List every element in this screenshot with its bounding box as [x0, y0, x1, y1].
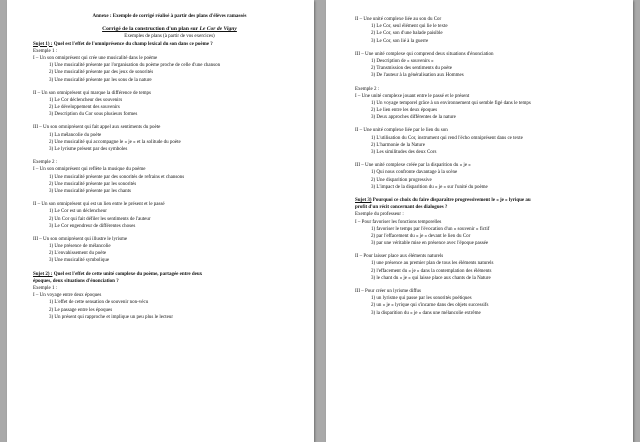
plan-subpart: 3) Description du Cor sous plusieurs formes	[49, 112, 138, 118]
plan-subpart: 2) Le Cor, son d'une balade paisible	[371, 31, 443, 37]
subject-1	[33, 41, 306, 48]
plan-subpart: 3) Un présent qui rapproche et implique un peu plus le lecteur	[49, 314, 173, 320]
plan-subpart: 2) l'effacement du « je » dans la contemplation des éléments	[371, 268, 492, 274]
plan-subpart: 1) un lyrisme qui passe par les sonorités poétiques	[371, 296, 472, 302]
plan-subpart: 1) Qui nous confronte davantage à la scène	[371, 170, 458, 176]
plan-subpart: 3) Une musicalité symbolique	[49, 258, 110, 264]
plan-part: II – Pour laisser place aux éléments naturels	[355, 254, 444, 260]
plan-subpart: 3) Une musicalité présente par les chants	[49, 188, 131, 194]
plan-part: III – Une unité complexe qui comprend deux situations d'énonciation	[355, 51, 494, 57]
plan-subpart: 2) Une musicalité présente par des jeux de sonorités	[49, 70, 154, 76]
plan-subpart: 1) La mélancolie du poète	[49, 132, 102, 138]
title-work: Le Cor de Vigny	[199, 26, 237, 33]
example-label: Exemple du professeur :	[355, 212, 404, 218]
left-page-content	[33, 13, 306, 321]
title-text: Corrigé de la construction d'un plan sur	[102, 26, 200, 33]
subject-2-continued: époques, deux situations d'énonciation ?	[33, 278, 119, 284]
plan-part: I – Une unité complexe jouant entre le passé et le présent	[355, 93, 470, 99]
example-label: Exemple 1 :	[33, 286, 58, 291]
plan-part: III – Une unité complexe créée par la disparition du « je »	[355, 163, 471, 169]
plan-subpart: 3) Une musicalité présente par les sons de la nature	[49, 77, 152, 83]
plan-part: I – Pour favoriser les fonctions temporelles	[355, 219, 442, 225]
plan-subpart: 1) Une présence de mélancolie	[49, 244, 111, 250]
plan-subpart: 1) une présence au premier plan de tous les éléments naturels	[371, 261, 494, 267]
plan-part: II – Une unité complexe liée au son du Cor	[355, 17, 442, 22]
plan-subpart: 2) Le lien entre les deux époques	[371, 108, 438, 114]
plan-subpart: 3) par une véritable mise en présence avec l'époque passée	[371, 241, 489, 247]
plan-subpart: 2) Le développement des souvenirs	[49, 105, 120, 111]
example-label: Exemple 1 :	[33, 48, 58, 54]
subject-3-continued: profit d'un récit concernant des dialogues ?	[355, 205, 448, 211]
plan-part: III – Un son omniprésent qui fait appel aux sentiments du poète	[33, 125, 161, 131]
plan-subpart: 2) Le passage entre les époques	[49, 307, 113, 313]
plan-part: I – Un voyage entre deux époques	[33, 293, 102, 299]
plan-part: I – Un son omniprésent qui crée une musicalité dans le poème	[33, 55, 158, 61]
plan-subpart: 1) Un voyage temporel grâce à un environnement qui semble figé dans le temps	[371, 100, 531, 106]
plan-part: II – Une unité complexe liée par le lien du son	[355, 128, 448, 134]
subject-2-label: Sujet 2) :	[33, 271, 53, 277]
plan-subpart: 1) favoriser le temps par l'évocation d'un « souvenir » fictif	[371, 226, 490, 232]
plan-subpart: 2) Une musicalité qui accompagne le « je » et la solitude du poète	[49, 139, 181, 145]
plan-subpart: 3) Le Cor, son lié à la guerre	[371, 38, 429, 44]
plan-subpart: 2) L'envahissement du poète	[49, 251, 107, 257]
example-label: Exemple 2 :	[355, 86, 380, 92]
right-page	[326, 0, 633, 442]
plan-subpart: 2) Transmission des sentiments du poète	[371, 66, 452, 72]
left-page	[7, 0, 314, 442]
plan-subpart: 3) Le lyrisme présent par des symboles	[49, 147, 128, 152]
annex-heading: Annexe : Exemple de corrigé réalisé à partir des plans d'élèves ramassés	[92, 14, 247, 19]
subject-2-question: Quel est l'effet de cette unité complexe du poème, partagée entre deux	[52, 271, 203, 277]
subject-1-label: Sujet 1) :	[33, 41, 53, 47]
plan-subpart: 3) Le Cor engendreur de différentes choses	[49, 223, 136, 229]
plan-subpart: 2) Une disparition progressive	[371, 177, 432, 183]
right-page-content	[355, 16, 627, 317]
plan-part: I – Un son omniprésent qui reflète la musique du poème	[33, 167, 146, 173]
plan-subpart: 3) la disparition du « je » dans une mélancolie extrême	[371, 310, 481, 316]
plan-subpart: 1) Description de « souvenirs »	[371, 58, 434, 64]
subject-3	[355, 197, 627, 204]
subject-3-label: Sujet 3)	[355, 197, 372, 203]
plan-subpart: 1) Le Cor, seul élément qui lie le texte	[371, 24, 448, 30]
plan-subpart: 1) Une musicalité présente par des sonorités de refrains et chansons	[49, 174, 185, 180]
plan-subpart: 3) L'impact de la disparition du « je » sur l'unité du poème	[371, 184, 488, 190]
plan-subpart: 1) L'effet de cette sensation de souvenir non-vécu	[49, 300, 149, 306]
plan-subpart: 1) Le Cor est un déclencheur	[49, 209, 107, 215]
plan-subpart: 3) le chant du « je » qui laisse place aux chants de la Nature	[371, 275, 491, 281]
subject-3-question: Pourquoi ce choix du faire disparaître progressivement le « je » lyrique au	[371, 197, 531, 203]
plan-subpart: 2) Une musicalité présente par les sonorités	[49, 181, 137, 187]
plan-part: III – Un son omniprésent qui illustre le lyrisme	[33, 236, 128, 242]
plan-part: II – Un son omniprésent qui marque la différence de temps	[33, 90, 151, 96]
plan-subpart: 2) L'harmonie de la Nature	[371, 142, 425, 148]
example-label: Exemple 2 :	[33, 160, 58, 166]
plan-subpart: 3) Deux approches différentes de la nature	[371, 115, 456, 121]
subject-2	[33, 271, 306, 278]
plan-subpart: 1) Une musicalité présente par l'organisation du poème proche de celle d'une chanson	[49, 63, 221, 69]
plan-subpart: 1) Le Cor déclencheur des souvenirs	[49, 97, 123, 103]
document-title	[33, 26, 306, 33]
document-subtitle: Exemples de plans (à partir de vos exercices)	[124, 34, 215, 40]
plan-subpart: 2) par l'effacement du « je » devant le lien du Cor	[371, 233, 471, 239]
plan-subpart: 3) De l'auteur à la généralisation aux Hommes	[371, 73, 464, 79]
plan-part: III – Pour créer un lyrisme diffus	[355, 289, 422, 294]
plan-subpart: 1) L'utilisation du Cor, instrument qui rend l'écho omniprésent dans ce texte	[371, 135, 523, 141]
plan-subpart: 2) un « je » lyrique qui s'incarne dans des objets successifs	[371, 303, 489, 309]
plan-subpart: 2) Un Cor qui fait défiler les sentiments de l'auteur	[49, 216, 151, 222]
plan-part: II – Un son omniprésent qui est un lien entre le présent et le passé	[33, 202, 165, 208]
plan-subpart: 3) Les similitudes des deux Cors	[371, 150, 437, 155]
subject-1-question: Quel est l'effet de l'omniprésence du champ lexical du son dans ce poème ?	[52, 41, 213, 47]
